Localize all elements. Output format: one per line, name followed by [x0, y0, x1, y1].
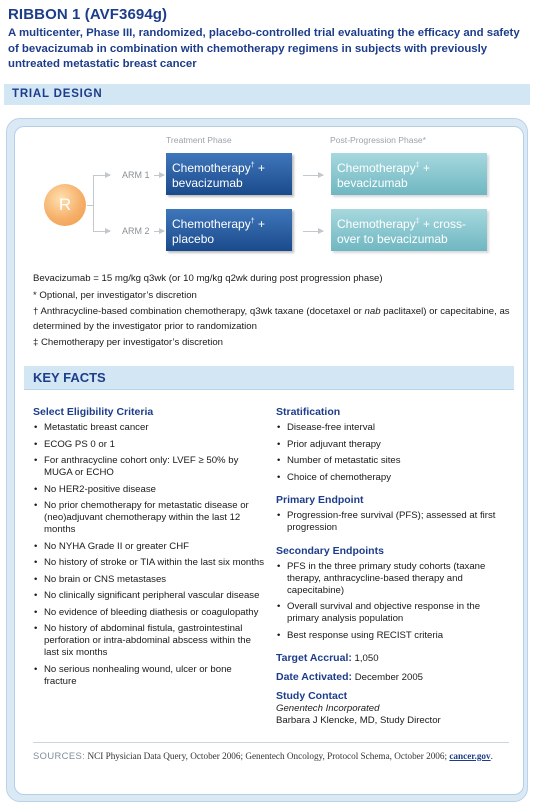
- list-item: • No clinically significant peripheral vascular disease: [33, 590, 265, 602]
- double-dagger-mark: ‡: [415, 162, 420, 169]
- arm1-branch-arrow: [93, 175, 110, 176]
- key-facts-bar: [24, 366, 514, 390]
- double-dagger-mark: ‡: [415, 218, 420, 225]
- key-facts-heading: KEY FACTS: [33, 370, 106, 385]
- arm2-post-agent: over to bevacizumab: [337, 232, 448, 246]
- dosing-note: Bevacizumab = 15 mg/kg q3wk (or 10 mg/kg q2wk during post progression phase): [33, 273, 383, 284]
- randomize-branch-line: [93, 175, 94, 232]
- list-item: • No history of stroke or TIA within the last six months: [33, 557, 265, 569]
- arm2-treatment-box: [166, 209, 292, 251]
- arm2-arrow: [154, 231, 164, 232]
- randomize-circle: R: [44, 184, 86, 226]
- double-dagger-note: ‡ Chemotherapy per investigator’s discretion: [33, 337, 224, 348]
- eligibility-column: [33, 406, 265, 692]
- secondary-endpoints-list: [276, 561, 510, 642]
- arm2-post-plus: + cross-: [419, 217, 466, 231]
- list-item: • Metastatic breast cancer: [33, 422, 265, 434]
- arm1-post-text: Chemotherapy: [337, 161, 416, 175]
- list-item: • Number of metastatic sites: [276, 455, 510, 467]
- target-accrual-label: Target Accrual:: [276, 652, 352, 664]
- list-item: • ECOG PS 0 or 1: [33, 439, 265, 451]
- trial-design-bar: [4, 84, 530, 105]
- list-item: • Disease-free interval: [276, 422, 510, 434]
- sources-label: SOURCES:: [33, 750, 86, 761]
- treatment-phase-label: Treatment Phase: [166, 135, 232, 145]
- stratification-list: [276, 422, 510, 484]
- study-details-column: [276, 406, 510, 727]
- list-item: • No HER2-positive disease: [33, 484, 265, 496]
- date-activated-value: December 2005: [354, 672, 423, 683]
- dagger-mark: †: [250, 218, 255, 225]
- target-accrual: [276, 652, 510, 665]
- arm1-post-plus: +: [419, 161, 430, 175]
- arm2-treatment-agent: placebo: [172, 232, 215, 246]
- optional-note: * Optional, per investigator’s discretion: [33, 289, 197, 301]
- arm1-post-agent: bevacizumab: [337, 176, 408, 190]
- eligibility-list: [33, 422, 265, 688]
- post-progression-phase-label: Post-Progression Phase*: [330, 135, 427, 145]
- arm1-treatment-agent: bevacizumab: [172, 176, 243, 190]
- list-item: • No serious nonhealing wound, ulcer or bone fracture: [33, 664, 265, 688]
- list-item: • For anthracycline cohort only: LVEF ≥ 50% by MUGA or ECHO: [33, 455, 265, 479]
- dagger-note: [33, 305, 513, 334]
- date-activated: [276, 671, 510, 684]
- arm1-progression-arrow: [303, 175, 323, 176]
- list-item: • No brain or CNS metastases: [33, 574, 265, 586]
- dagger-note-end: paclitaxel) or capecitabine, as determined by the investigator prior to randomization: [33, 306, 510, 332]
- list-item: • No NYHA Grade II or greater CHF: [33, 541, 265, 553]
- cancer-gov-link[interactable]: cancer.gov: [449, 751, 491, 761]
- date-activated-label: Date Activated:: [276, 671, 353, 683]
- list-item: • Progression-free survival (PFS); assessed at first progression: [276, 510, 510, 534]
- header: [8, 6, 532, 73]
- sources-text: NCI Physician Data Query, October 2006; Genentech Oncology, Protocol Schema, October 2006;: [85, 751, 450, 761]
- arm2-treatment-text: Chemotherapy: [172, 217, 251, 231]
- trial-subtitle: A multicenter, Phase III, randomized, placebo-controlled trial evaluating the efficacy and safety of bevacizumab in combination with chemotherapy regimens in subjects with previously untreated metastatic breast cancer: [8, 27, 520, 70]
- study-contact-person: Barbara J Klencke, MD, Study Director: [276, 715, 441, 726]
- arm2-post-text: Chemotherapy: [337, 217, 416, 231]
- list-item: • Best response using RECIST criteria: [276, 630, 510, 642]
- list-item: • Overall survival and objective response in the primary analysis population: [276, 601, 510, 625]
- design-notes: [33, 272, 513, 353]
- arm1-label: ARM 1: [122, 170, 150, 180]
- arm2-post-box: [331, 209, 487, 251]
- list-item: • Choice of chemotherapy: [276, 472, 510, 484]
- arm2-branch-arrow: [93, 231, 110, 232]
- primary-endpoint-heading: Primary Endpoint: [276, 494, 364, 506]
- study-contact-heading: Study Contact: [276, 690, 348, 702]
- target-accrual-value: 1,050: [354, 653, 379, 664]
- stratification-heading: Stratification: [276, 406, 341, 418]
- arm1-treatment-plus: +: [254, 161, 265, 175]
- list-item: • No prior chemotherapy for metastatic disease or (neo)adjuvant chemotherapy within the last 12 months: [33, 500, 265, 536]
- dagger-note-start: † Anthracycline-based combination chemotherapy, q3wk taxane (docetaxel or: [33, 306, 365, 317]
- arm2-label: ARM 2: [122, 226, 150, 236]
- arm1-post-box: [331, 153, 487, 195]
- dagger-mark: †: [250, 162, 255, 169]
- dagger-note-italic: nab: [364, 306, 381, 317]
- study-contact-company: Genentech Incorporated: [276, 703, 380, 714]
- list-item: • PFS in the three primary study cohorts (taxane therapy, anthracycline-based therapy and capecitabine): [276, 561, 510, 597]
- arm1-treatment-text: Chemotherapy: [172, 161, 251, 175]
- arm1-treatment-box: [166, 153, 292, 195]
- sources: [33, 749, 509, 763]
- trial-design-heading: TRIAL DESIGN: [12, 88, 103, 100]
- eligibility-heading: Select Eligibility Criteria: [33, 406, 154, 418]
- arm1-arrow: [154, 175, 164, 176]
- arm2-progression-arrow: [303, 231, 323, 232]
- randomize-stem: [87, 205, 93, 206]
- secondary-endpoints-heading: Secondary Endpoints: [276, 544, 384, 557]
- arm2-treatment-plus: +: [254, 217, 265, 231]
- trial-title: RIBBON 1 (AVF3694g): [8, 6, 168, 23]
- list-item: • Prior adjuvant therapy: [276, 439, 510, 451]
- sources-tail: .: [490, 751, 493, 761]
- list-item: • No history of abdominal fistula, gastrointestinal perforation or intra-abdominal abscess within the last six months: [33, 623, 265, 659]
- sources-divider: [33, 742, 509, 743]
- primary-endpoint-list: [276, 510, 510, 534]
- list-item: • No evidence of bleeding diathesis or coagulopathy: [33, 607, 265, 619]
